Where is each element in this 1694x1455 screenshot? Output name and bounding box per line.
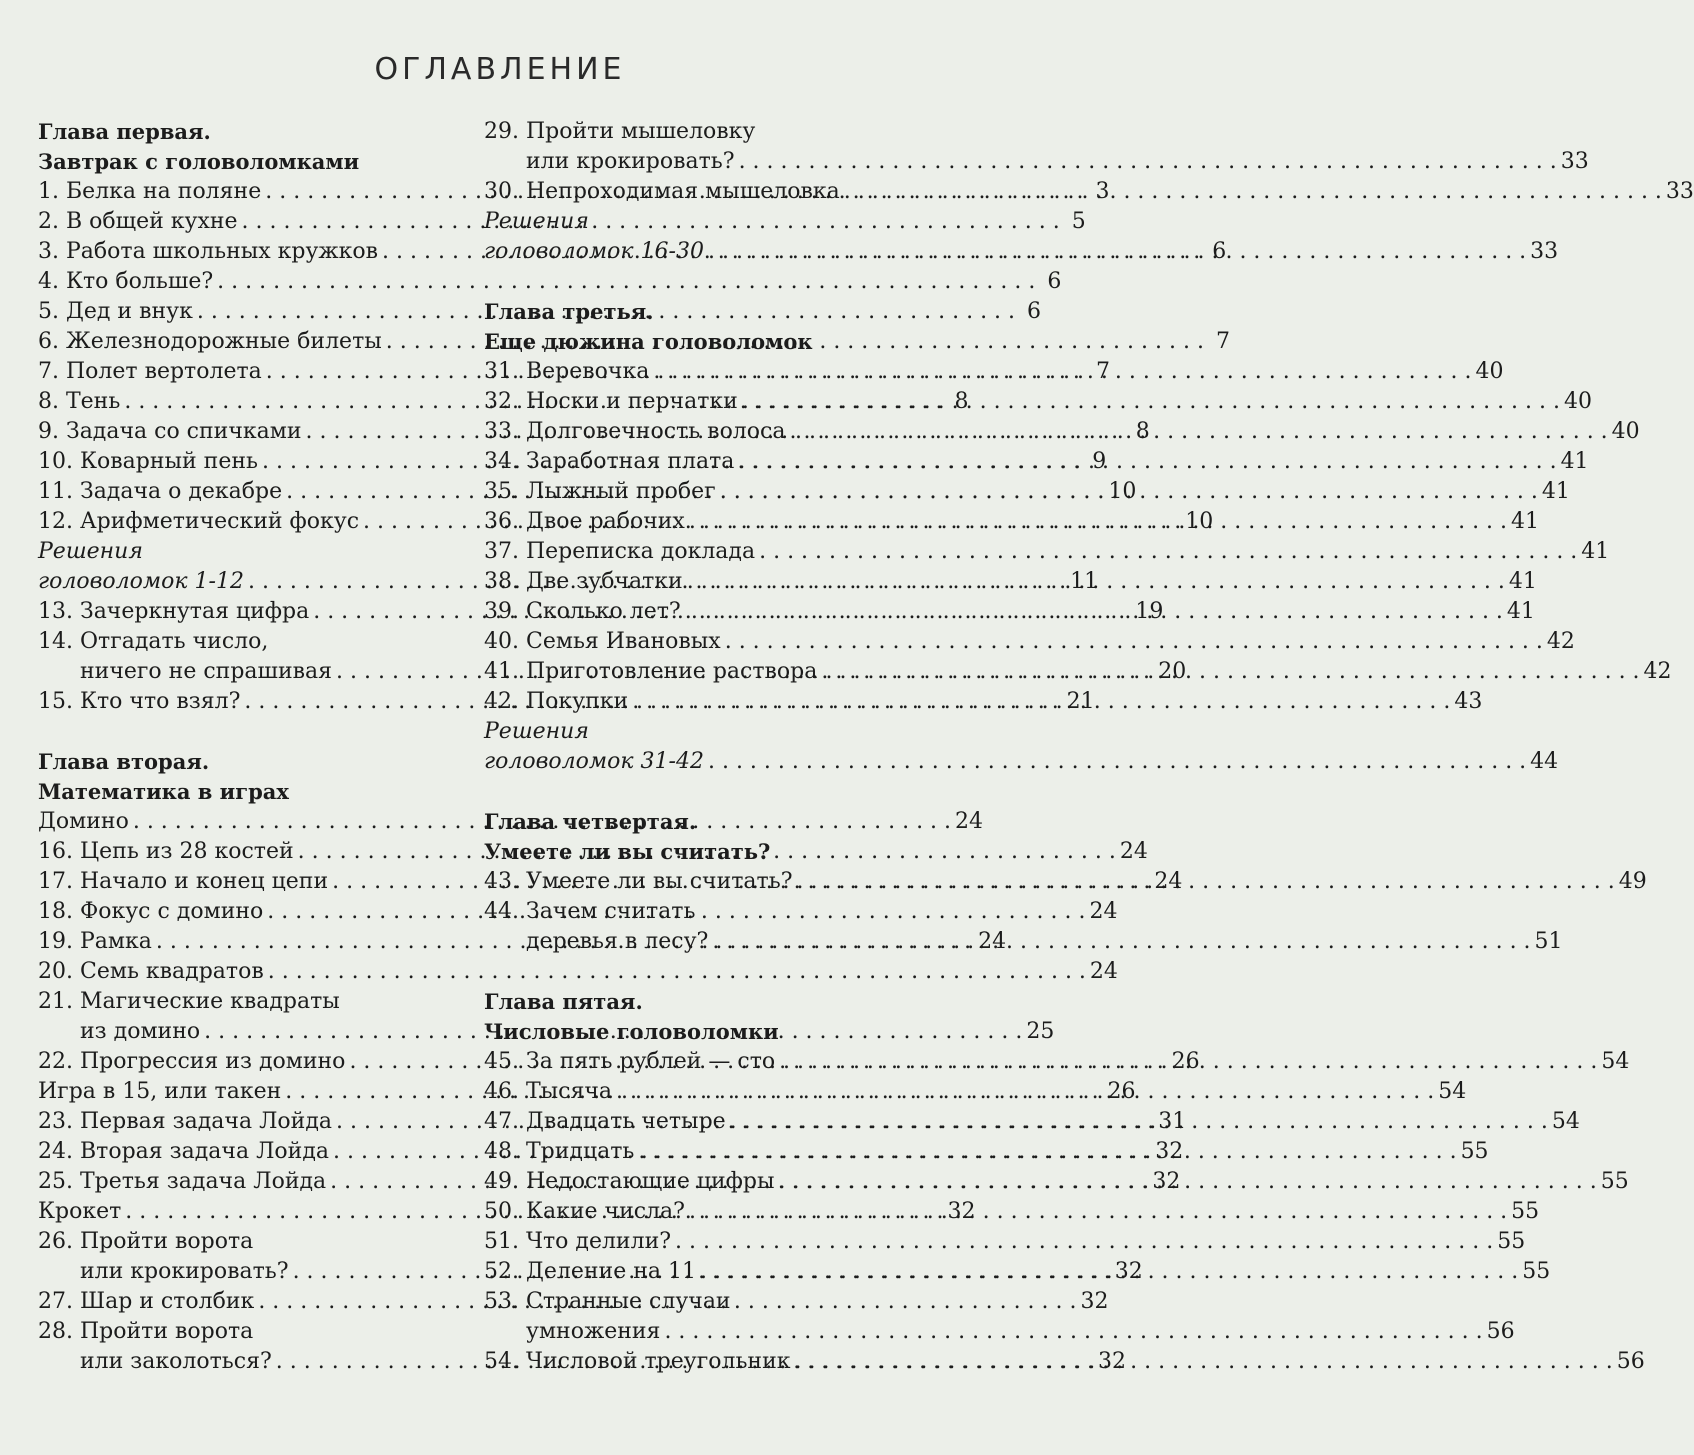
toc-entry-title-continued: головоломок 16-30: [484, 239, 704, 264]
toc-page-number: 56: [1616, 1349, 1645, 1374]
toc-entry-title: 37. Переписка доклада: [484, 539, 756, 564]
toc-entry-title: 49. Недостающие цифры: [484, 1169, 775, 1194]
toc-page-number: 54: [1438, 1079, 1467, 1104]
toc-entry-title: 23. Первая задача Лойда: [38, 1109, 333, 1134]
leader-dots: [725, 627, 1543, 657]
leader-dots: [844, 177, 1662, 207]
toc-entry-title-continued: деревья в лесу?: [526, 929, 709, 954]
toc-page-number: 42: [1546, 629, 1575, 654]
toc-entry-title: 44. Зачем считать: [484, 899, 696, 924]
toc-entry-title: 8. Тень: [38, 389, 121, 414]
toc-entry-title-continued: или заколоться?: [80, 1349, 272, 1374]
toc-entry-title: 21. Магические квадраты: [38, 989, 340, 1014]
toc-entry-title: 27. Шар и столбик: [38, 1289, 255, 1314]
toc-page-number: 32: [947, 1199, 976, 1224]
toc-page-number: 42: [1643, 659, 1672, 684]
toc-entry: [484, 1317, 1515, 1347]
toc-entry-title: Решения: [484, 719, 589, 744]
toc-entry-title: 40. Семья Ивановых: [484, 629, 721, 654]
toc-entry: [38, 267, 1062, 297]
toc-page-number: 8: [1135, 419, 1150, 444]
toc-page-number: 24: [1119, 839, 1148, 864]
toc-entry-title: 54. Числовой треугольник: [484, 1349, 791, 1374]
toc-page-number: 41: [1508, 569, 1537, 594]
toc-entry-title: 9. Задача со спичками: [38, 419, 302, 444]
toc-entry-title: 11. Задача о декабре: [38, 479, 283, 504]
leader-dots: [739, 147, 1557, 177]
toc-page-number: 6: [1047, 269, 1062, 294]
leader-dots: [797, 867, 1615, 897]
chapter-title: Завтрак с головоломками: [38, 149, 360, 174]
toc-entry: [484, 537, 1610, 567]
toc-entry-title: 39. Сколько лет?: [484, 599, 681, 624]
toc-entry-title: 10. Коварный пень: [38, 449, 258, 474]
toc-entry-title: 46. Тысяча: [484, 1079, 613, 1104]
toc-page-number: 11: [1070, 569, 1099, 594]
toc-entry-title: 48. Тридцать: [484, 1139, 635, 1164]
toc-entry-title-continued: или крокировать?: [526, 149, 735, 174]
leader-dots: [730, 1107, 1548, 1137]
toc-page-number: 41: [1506, 599, 1535, 624]
toc-entry: [484, 387, 1593, 417]
toc-page-number: 6: [1212, 239, 1227, 264]
toc-page-number: 32: [1155, 1139, 1184, 1164]
toc-entry-title-continued: головоломок 1-12: [38, 569, 244, 594]
toc-page-number: 55: [1600, 1169, 1629, 1194]
chapter-heading: Глава третья.: [484, 299, 654, 324]
toc-page-number: 7: [1215, 329, 1230, 354]
toc-entry-title: 41. Приготовление раствора: [484, 659, 818, 684]
toc-page-number: 3: [1095, 179, 1110, 204]
toc-page-number: 24: [1154, 869, 1183, 894]
toc-page-number: 10: [1108, 479, 1137, 504]
toc-entry-title: 5. Дед и внук: [38, 299, 193, 324]
leader-dots: [720, 477, 1538, 507]
toc-page-number: 24: [978, 929, 1007, 954]
toc-page-number: 32: [1114, 1259, 1143, 1284]
toc-page-number: 26: [1107, 1079, 1136, 1104]
toc-page-number: 24: [1089, 899, 1118, 924]
toc-entry-title: 43. Умеете ли вы считать?: [484, 869, 793, 894]
toc-page-number: 44: [1530, 749, 1559, 774]
toc-entry: [484, 447, 1589, 477]
toc-page-number: 41: [1511, 509, 1540, 534]
toc-page-number: 7: [1095, 359, 1110, 384]
toc-entry-title: Игра в 15, или такен: [38, 1079, 282, 1104]
toc-entry-title-continued: или крокировать?: [80, 1259, 289, 1284]
toc-page-number: 19: [1135, 599, 1164, 624]
toc-entry: [484, 147, 1589, 177]
toc-entry-title: 30. Непроходимая мышеловка: [484, 179, 840, 204]
toc-entry-title: 17. Начало и конец цепи: [38, 869, 329, 894]
toc-page-number: 55: [1460, 1139, 1489, 1164]
toc-entry: [484, 357, 1504, 387]
toc-entry-title: 22. Прогрессия из домино: [38, 1049, 346, 1074]
leader-dots: [738, 447, 1556, 477]
toc-entry-title: 24. Вторая задача Лойда: [38, 1139, 329, 1164]
leader-dots: [689, 507, 1507, 537]
leader-dots: [653, 357, 1471, 387]
toc-page-number: 41: [1560, 449, 1589, 474]
toc-page-number: 31: [1158, 1109, 1187, 1134]
toc-entry-title: 2. В общей кухне: [38, 209, 238, 234]
toc-page-number: 40: [1564, 389, 1593, 414]
toc-page-number: 51: [1534, 929, 1563, 954]
toc-entry: [484, 177, 1694, 207]
toc-page-number: 54: [1601, 1049, 1630, 1074]
toc-page-number: 10: [1185, 509, 1214, 534]
toc-entry-title: 20. Семь квадратов: [38, 959, 264, 984]
toc-entry-title: 7. Полет вертолета: [38, 359, 262, 384]
toc-page-number: 25: [1026, 1019, 1055, 1044]
toc-entry-title: 35. Лыжный пробег: [484, 479, 716, 504]
leader-dots: [687, 567, 1505, 597]
toc-page-number: 20: [1158, 659, 1187, 684]
toc-page-number: 41: [1581, 539, 1610, 564]
leader-dots: [821, 657, 1639, 687]
toc-entry-title: 1. Белка на поляне: [38, 179, 262, 204]
leader-dots: [700, 1257, 1518, 1287]
toc-entry-title: 16. Цепь из 28 костей: [38, 839, 294, 864]
toc-entry: [484, 627, 1575, 657]
leader-dots: [616, 1077, 1434, 1107]
chapter-title: Числовые головоломки: [484, 1019, 779, 1044]
leader-dots: [759, 537, 1577, 567]
toc-entry-title: 33. Долговечность волоса: [484, 419, 786, 444]
toc-entry-title: Домино: [38, 809, 129, 834]
toc-page-number: 6: [1027, 299, 1042, 324]
toc-page-number: 33: [1665, 179, 1694, 204]
toc-page-number: 26: [1171, 1049, 1200, 1074]
toc-entry-title: 12. Арифметический фокус: [38, 509, 360, 534]
toc-entry-title: 53. Странные случаи: [484, 1289, 731, 1314]
leader-dots: [675, 1227, 1493, 1257]
toc-page-number: 43: [1454, 689, 1483, 714]
leader-dots: [685, 597, 1503, 627]
toc-entry-title: Решения: [484, 209, 589, 234]
toc-entry-title: 18. Фокус с домино: [38, 899, 264, 924]
toc-page-number: 32: [1097, 1349, 1126, 1374]
leader-dots: [708, 747, 1526, 777]
toc-page-number: 24: [1089, 959, 1118, 984]
toc-page-number: 5: [1071, 209, 1086, 234]
leader-dots: [742, 387, 1560, 417]
toc-entry-title: 26. Пройти ворота: [38, 1229, 254, 1254]
toc-entry-title: 32. Носки и перчатки: [484, 389, 738, 414]
toc-page-number: 40: [1611, 419, 1640, 444]
toc-entry: [484, 747, 1559, 777]
toc-entry-title: 38. Две зубчатки: [484, 569, 683, 594]
toc-entry: [38, 957, 1118, 987]
leader-dots: [708, 237, 1526, 267]
chapter-title: Умеете ли вы считать?: [484, 839, 771, 864]
chapter-heading: Глава первая.: [38, 119, 211, 144]
toc-entry-title: 52. Деление на 11: [484, 1259, 696, 1284]
toc-page-number: 54: [1551, 1109, 1580, 1134]
chapter-heading: Глава четвертая.: [484, 809, 697, 834]
toc-page-number: 21: [1066, 689, 1095, 714]
chapter-heading: Глава вторая.: [38, 749, 210, 774]
toc-entry-title: Решения: [38, 539, 143, 564]
toc-page-number: 49: [1618, 869, 1647, 894]
toc-entry-title: 15. Кто что взял?: [38, 689, 241, 714]
toc-entry-title-continued: ничего не спрашивая: [80, 659, 333, 684]
toc-page-number: 32: [1152, 1169, 1181, 1194]
toc-entry: [484, 417, 1640, 447]
toc-entry-title: 47. Двадцать четыре: [484, 1109, 726, 1134]
toc-entry-title-continued: из домино: [80, 1019, 201, 1044]
toc-entry-title: 3. Работа школьных кружков: [38, 239, 379, 264]
leader-dots: [632, 687, 1450, 717]
spacer: [484, 957, 898, 987]
toc-entry-title: Крокет: [38, 1199, 122, 1224]
toc-entry-title: 29. Пройти мышеловку: [484, 119, 756, 144]
toc-page-number: 56: [1486, 1319, 1515, 1344]
toc-entry-title: 4. Кто больше?: [38, 269, 214, 294]
page-title: ОГЛАВЛЕНИЕ: [374, 52, 626, 87]
toc-entry-title: 31. Веревочка: [484, 359, 650, 384]
toc-entry: [484, 237, 1559, 267]
toc-entry-title-continued: головоломок 31-42: [484, 749, 704, 774]
leader-dots: [664, 1317, 1482, 1347]
toc-entry-title: 50. Какие числа?: [484, 1199, 685, 1224]
toc-entry-title: 36. Двое рабочих: [484, 509, 685, 534]
spacer: [484, 777, 898, 807]
leader-dots: [779, 1167, 1597, 1197]
toc-page-number: 33: [1530, 239, 1559, 264]
toc-entry-title: 45. За пять рублей — сто: [484, 1049, 776, 1074]
spacer: [38, 717, 448, 747]
spacer: [484, 267, 898, 297]
toc-entry-title: 19. Рамка: [38, 929, 152, 954]
toc-entry-title: 13. Зачеркнутая цифра: [38, 599, 310, 624]
leader-dots: [795, 1347, 1613, 1377]
toc-page-number: 55: [1511, 1199, 1540, 1224]
chapter-title: Математика в играх: [38, 779, 289, 804]
chapter-title: Еще дюжина головоломок: [484, 329, 813, 354]
toc-page-number: 55: [1497, 1229, 1526, 1254]
toc-entry-title: 14. Отгадать число,: [38, 629, 269, 654]
toc-entry-title: 28. Пройти ворота: [38, 1319, 254, 1344]
toc-page-number: 41: [1541, 479, 1570, 504]
chapter-heading: Глава пятая.: [484, 989, 643, 1014]
leader-dots: [789, 417, 1607, 447]
toc-entry-title: 25. Третья задача Лойда: [38, 1169, 327, 1194]
leader-dots: [779, 1047, 1597, 1077]
toc-page-number: 8: [954, 389, 969, 414]
leader-dots: [712, 927, 1530, 957]
leader-dots: [689, 1197, 1507, 1227]
toc-entry-title-continued: умножения: [526, 1319, 661, 1344]
toc-page-number: 24: [955, 809, 984, 834]
toc-entry-title: 42. Покупки: [484, 689, 629, 714]
toc-page-number: 9: [1092, 449, 1107, 474]
toc-entry-title: 51. Что делили?: [484, 1229, 672, 1254]
leader-dots: [638, 1137, 1456, 1167]
toc-entry-title: 6. Железнодорожные билеты: [38, 329, 382, 354]
toc-entry: [484, 1227, 1526, 1257]
toc-entry-title: 34. Заработная плата: [484, 449, 735, 474]
toc-page-number: 40: [1475, 359, 1504, 384]
toc-page-number: 32: [1080, 1289, 1109, 1314]
toc-page-number: 33: [1560, 149, 1589, 174]
toc-page-number: 55: [1522, 1259, 1551, 1284]
